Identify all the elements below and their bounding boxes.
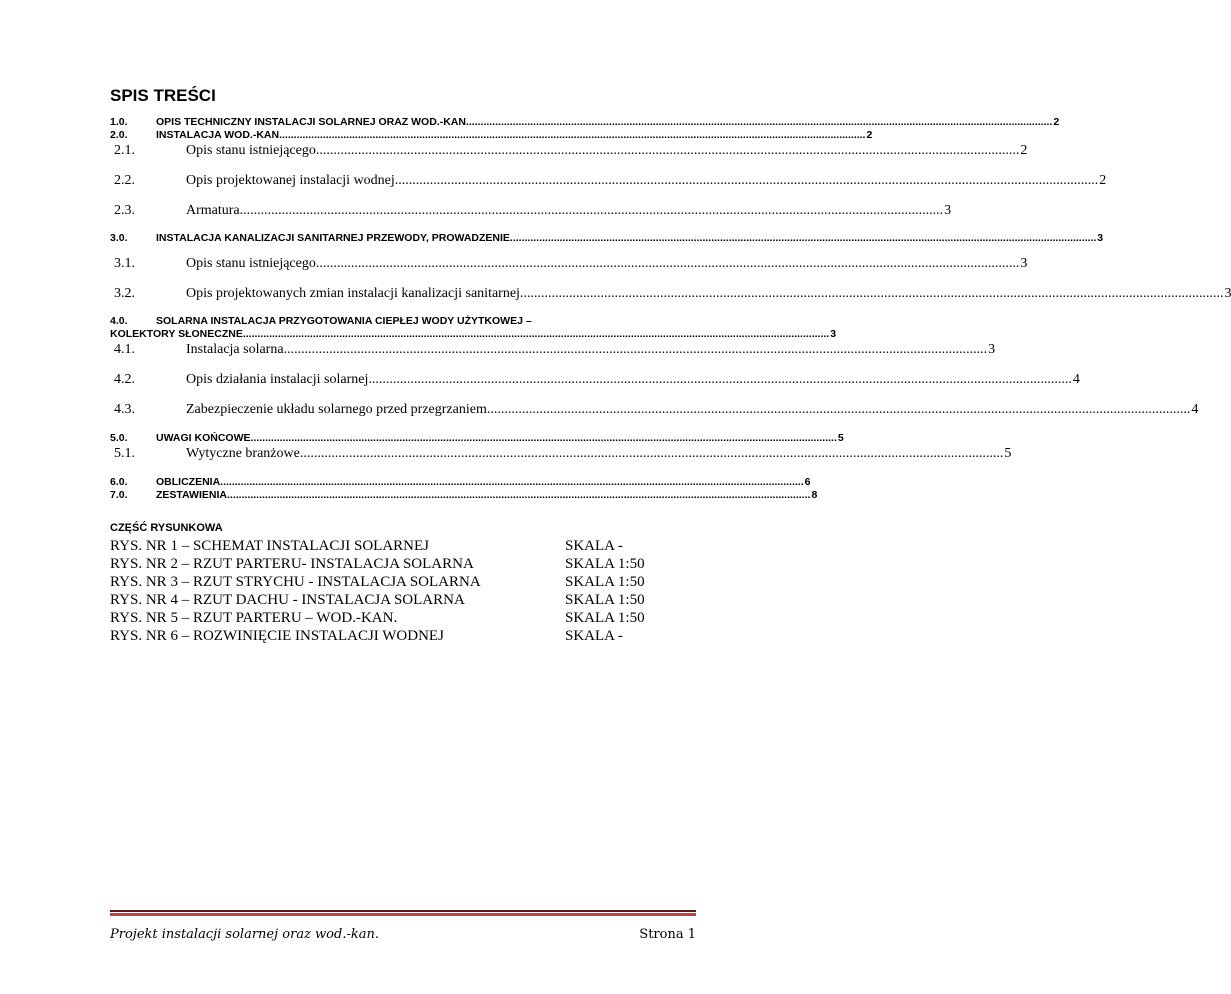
toc-entry-wrapped[interactable]: [110, 315, 696, 327]
toc-page: 2: [1020, 143, 1028, 158]
toc-title: OBLICZENIA: [156, 476, 221, 488]
toc-page: 3: [830, 328, 837, 340]
toc-title: Wytyczne branżowe.: [186, 446, 304, 461]
drawing-title: RYS. NR 5 – RZUT PARTERU – WOD.-KAN.: [110, 610, 398, 626]
toc-number: 2.1.: [114, 143, 135, 158]
drawing-title: RYS. NR 3 – RZUT STRYCHU - INSTALACJA SOLARNA: [110, 574, 481, 590]
drawing-title: RYS. NR 2 – RZUT PARTERU- INSTALACJA SOLARNA: [110, 556, 474, 572]
toc-leader: ........................................................................................................................................................................................................: [398, 173, 1099, 188]
toc-title: Opis działania instalacji solarnej.: [186, 372, 372, 387]
toc-leader: ........................................................................................................................................................................................................: [243, 203, 944, 218]
toc-title: Opis stanu istniejącego.: [186, 143, 320, 158]
toc-number: 7.0.: [110, 489, 128, 501]
toc-number: 6.0.: [110, 476, 128, 488]
toc-leader: ........................................................................................................................................................................................................: [253, 432, 837, 444]
footer-page-number: Strona 1: [639, 927, 696, 942]
toc-title: Instalacja solarna.: [186, 342, 288, 357]
toc-page: 3: [944, 203, 952, 218]
toc-title: Opis projektowanych zmian instalacji kanalizacji sanitarnej.: [186, 286, 524, 301]
toc-leader: ........................................................................................................................................................................................................: [319, 256, 1020, 271]
toc-page: 4: [1191, 402, 1199, 417]
toc-entry[interactable]: [110, 476, 811, 488]
toc-title: ZESTAWIENIA: [156, 489, 227, 501]
toc-title: Armatura.: [186, 203, 244, 218]
page-title: SPIS TREŚCI: [110, 86, 216, 105]
toc-number: 4.0.: [110, 315, 128, 327]
toc-page: 2: [1053, 116, 1060, 128]
toc-page: 3: [1097, 232, 1104, 244]
toc-entry[interactable]: [110, 446, 1012, 462]
toc-entry[interactable]: [110, 402, 1199, 418]
toc-title-line2: KOLEKTORY SŁONECZNE.: [110, 328, 246, 340]
toc-leader: ........................................................................................................................................................................................................: [371, 372, 1072, 387]
toc-title: INSTALACJA KANALIZACJI SANITARNEJ PRZEWODY, PROWADZENIE.: [156, 232, 513, 244]
toc-leader: ........................................................................................................................................................................................................: [226, 489, 811, 501]
toc-entry[interactable]: [110, 232, 1104, 244]
toc-number: 5.0.: [110, 432, 128, 444]
toc-number: 4.2.: [114, 372, 135, 387]
toc-number: 3.1.: [114, 256, 135, 271]
toc-number: 3.0.: [110, 232, 128, 244]
toc-page: 3: [1020, 256, 1028, 271]
toc-leader: ........................................................................................................................................................................................................: [303, 446, 1004, 461]
drawing-title: RYS. NR 4 – RZUT DACHU - INSTALACJA SOLARNA: [110, 592, 465, 608]
drawing-scale: SKALA 1:50: [565, 610, 645, 626]
toc-page: 4: [1072, 372, 1080, 387]
toc-entry[interactable]: [110, 143, 1028, 159]
toc-number: 2.3.: [114, 203, 135, 218]
drawing-scale: SKALA 1:50: [565, 574, 645, 590]
toc-page: 2: [1099, 173, 1107, 188]
drawing-scale: SKALA -: [565, 628, 623, 644]
toc-leader: ........................................................................................................................................................................................................: [512, 232, 1097, 244]
toc-title: UWAGI KOŃCOWE.: [156, 432, 254, 444]
toc-entry[interactable]: [110, 203, 952, 219]
toc-title: Opis stanu istniejącego.: [186, 256, 320, 271]
toc-number: 2.2.: [114, 173, 135, 188]
drawing-scale: SKALA 1:50: [565, 592, 645, 608]
toc-page: 6: [804, 476, 811, 488]
drawing-scale: SKALA 1:50: [565, 556, 645, 572]
toc-title: OPIS TECHNICZNY INSTALACJI SOLARNEJ ORAZ WOD.-KAN.: [156, 116, 469, 128]
toc-number: 4.3.: [114, 402, 135, 417]
drawings-heading: CZĘŚĆ RYSUNKOWA: [110, 522, 223, 534]
toc-page: 5: [1004, 446, 1012, 461]
toc-entry[interactable]: [110, 173, 1107, 189]
toc-number: 4.1.: [114, 342, 135, 357]
toc-number: 2.0.: [110, 129, 128, 141]
toc-leader: ........................................................................................................................................................................................................: [245, 328, 830, 340]
toc-leader: ........................................................................................................................................................................................................: [220, 476, 804, 488]
toc-leader: ........................................................................................................................................................................................................: [282, 129, 866, 141]
toc-leader: ........................................................................................................................................................................................................: [490, 402, 1191, 417]
toc-number: 1.0.: [110, 116, 128, 128]
toc-page: 3: [988, 342, 996, 357]
drawing-scale: SKALA -: [565, 538, 623, 554]
toc-entry[interactable]: [110, 342, 996, 358]
toc-number: 5.1.: [114, 446, 135, 461]
toc-leader: ........................................................................................................................................................................................................: [287, 342, 988, 357]
toc-entry[interactable]: [110, 432, 844, 444]
drawing-title: RYS. NR 1 – SCHEMAT INSTALACJI SOLARNEJ: [110, 538, 429, 554]
toc-title-line1: SOLARNA INSTALACJA PRZYGOTOWANIA CIEPŁEJ WODY UŻYTKOWEJ –: [156, 315, 532, 327]
toc-page: 8: [811, 489, 818, 501]
toc-entry[interactable]: [110, 256, 1028, 272]
toc-leader: ........................................................................................................................................................................................................: [468, 116, 1053, 128]
toc-title: Opis projektowanej instalacji wodnej.: [186, 173, 399, 188]
toc-number: 3.2.: [114, 286, 135, 301]
toc-page: 3: [1224, 286, 1231, 301]
footer-project-name: Projekt instalacji solarnej oraz wod.-kan.: [110, 927, 379, 942]
toc-entry[interactable]: [110, 116, 1060, 128]
drawing-title: RYS. NR 6 – ROZWINIĘCIE INSTALACJI WODNEJ: [110, 628, 444, 644]
toc-page: 5: [837, 432, 844, 444]
toc-leader: ........................................................................................................................................................................................................: [523, 286, 1224, 301]
footer-rule: [110, 910, 696, 912]
toc-title: INSTALACJA WOD.-KAN.: [156, 129, 282, 141]
footer-rule-accent: [110, 913, 696, 916]
toc-entry[interactable]: [110, 286, 1231, 302]
toc-entry[interactable]: [110, 372, 1080, 388]
toc-title: Zabezpieczenie układu solarnego przed przegrzaniem.: [186, 402, 491, 417]
toc-leader: ........................................................................................................................................................................................................: [319, 143, 1020, 158]
toc-page: 2: [866, 129, 873, 141]
toc-entry-continuation[interactable]: [110, 328, 837, 340]
toc-entry[interactable]: [110, 489, 818, 501]
toc-entry[interactable]: [110, 129, 873, 141]
